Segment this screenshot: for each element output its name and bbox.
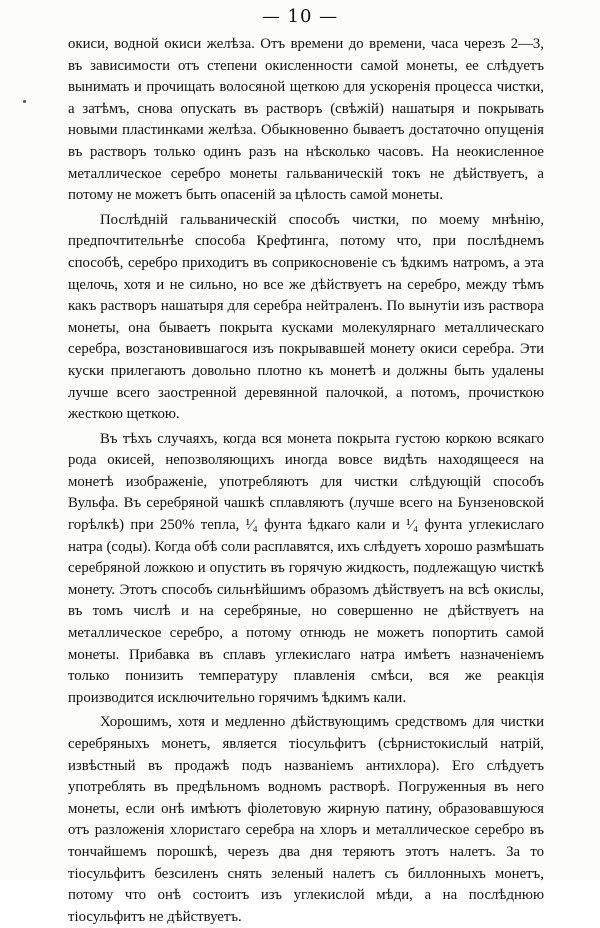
margin-mark <box>23 100 26 103</box>
paragraph-continuation: окиси, водной окиси желѣза. Отъ времени до времени, часа черезъ 2—3, въ зависимости отъ степени окисленности самой монеты, ее слѣдуетъ вынимать и прочищать волосяной щеткою для ускоренія процесса чистки, а затѣмъ, снова опускать въ растворъ (свѣжій) нашатыря и покрывать новыми пластинками желѣза. Обыкновенно бываетъ достаточно опущенія въ растворъ только одинъ разъ на нѣсколько часовъ. На неокисленное металлическое серебро монеты гальваническій токъ не дѣйствуетъ, а потому не можетъ быть опасеній за цѣлость самой монеты. <box>68 36 544 204</box>
body-text <box>68 34 544 928</box>
paragraph-galvanic-method: Послѣдній гальваническій способъ чистки, по моему мнѣнію, предпочтительнѣе способа Крефтинга, потому что, при послѣднемъ способѣ, серебро приходитъ въ соприкосновеніе съ ѣдкимъ натромъ, а эта щелочь, хотя и не сильно, но все же дѣйствуетъ на серебро, между тѣмъ какъ растворъ нашатыря для серебра нейтраленъ. По вынутіи изъ раствора монеты, она бываетъ покрыта кусками молекулярнаго металлическаго серебра, возстановившагося изъ покрывавшей монету окиси серебра. Эти куски прилегаютъ довольно плотно къ монетѣ и должны быть удалены лучше всего заостренной деревянной палочкой, а потомъ, прочисткою жесткою щеткою. <box>68 211 544 423</box>
page-number: — 10 — <box>261 6 339 27</box>
paragraph-wolf-method: Въ тѣхъ случаяхъ, когда вся монета покрыта густою коркою всякаго рода окисей, непозволяющихъ иногда вовсе видѣть находящееся на монетѣ изображеніе, употребляютъ для чистки слѣдующій способъ Вульфа. Въ серебряной чашкѣ сплавляютъ (лучше всего на Бунзеновской горѣлкѣ) при 250% тепла, ¹⁄₄ фунта ѣдкаго кали и ¹⁄₄ фунта углекислаго натра (соды). Когда обѣ соли расплавятся, ихъ слѣдуетъ хорошо размѣшать серебряной ложкою и опустить въ горячую жидкость, подлежащую чисткѣ монету. Этотъ способъ сильнѣйшимъ образомъ дѣйствуетъ на всѣ окислы, въ томъ числѣ и на серебряные, но совершенно не дѣйствуетъ на металлическое серебро, а потому отнюдь не можетъ попортить самой монеты. Прибавка въ сплавъ углекислаго натра имѣетъ назначеніемъ только понизить температуру плавленія смѣси, вся же реакція производится исключительно горячимъ ѣдкимъ кали. <box>68 430 544 706</box>
paragraph-thiosulfite: Хорошимъ, хотя и медленно дѣйствующимъ средствомъ для чистки серебряныхъ монетъ, является тіосульфитъ (сѣрнистокислый натрій, извѣстный въ продажѣ подъ названіемъ антихлора). Его слѣдуетъ употреблять въ предѣльномъ водномъ растворѣ. Погруженныя въ него монеты, если онѣ имѣютъ фіолетовую жирную патину, образовавшуюся отъ разложенія хлористаго серебра на хлоръ и металлическое серебро въ тончайшемъ порошкѣ, черезъ два дня теряютъ этотъ налетъ. За то тіосульфитъ безсиленъ снять зеленый налетъ съ биллонныхъ монетъ, потому что онѣ состоитъ изъ углекислой мѣди, а на послѣднюю тіосульфитъ не дѣйствуетъ. <box>68 714 544 925</box>
